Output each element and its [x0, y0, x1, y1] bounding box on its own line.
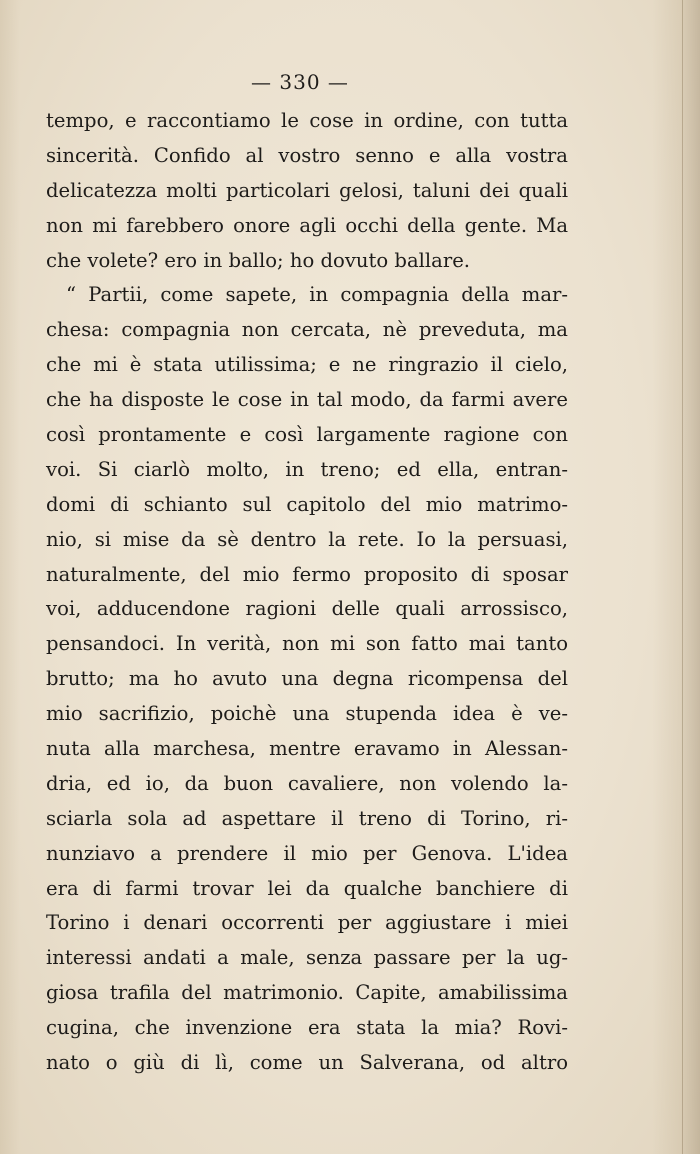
text-line: domi di schianto sul capitolo del mio matrimo-: [46, 492, 568, 516]
text-line: pensandoci. In verità, non mi son fatto mai tanto: [46, 632, 568, 656]
text-line: brutto; ma ho avuto una degna ricompensa del: [46, 667, 568, 691]
text-line: dria, ed io, da buon cavaliere, non volendo la-: [46, 771, 568, 795]
text-line: voi, adducendone ragioni delle quali arrossisco,: [46, 597, 568, 621]
text-line: voi. Si ciarlò molto, in treno; ed ella, entran-: [46, 457, 568, 481]
text-line: nio, si mise da sè dentro la rete. Io la persuasi,: [46, 527, 568, 551]
text-line: tempo, e raccontiamo le cose in ordine, con tutta: [46, 109, 568, 132]
text-line: mio sacrifizio, poichè una stupenda idea è ve-: [46, 702, 568, 726]
text-line: naturalmente, del mio fermo proposito di sposar: [46, 562, 568, 586]
text-line: che ha disposte le cose in tal modo, da farmi avere: [46, 388, 568, 412]
text-line: non mi farebbero onore agli occhi della gente. Ma: [46, 213, 568, 237]
text-line: nunziavo a prendere il mio per Genova. L'idea: [46, 841, 568, 865]
page-fold-line: [682, 0, 683, 1154]
text-line: era di farmi trovar lei da qualche banchiere di: [46, 876, 568, 900]
text-line: Torino i denari occorrenti per aggiustare i miei: [46, 911, 568, 935]
page-number: — 330 —: [251, 70, 349, 94]
text-line: chesa: compagnia non cercata, nè preveduta, ma: [46, 318, 568, 342]
text-line: nuta alla marchesa, mentre eravamo in Alessan-: [46, 737, 568, 761]
text-line: sincerità. Confido al vostro senno e alla vostra: [46, 143, 568, 167]
text-line: giosa trafila del matrimonio. Capite, amabilissima: [46, 981, 568, 1005]
page-right-shadow: [652, 0, 700, 1154]
text-line: che volete? ero in ballo; ho dovuto ballare.: [46, 248, 471, 272]
text-line: nato o giù di lì, come un Salverana, od altro: [46, 1051, 568, 1075]
text-line: “ Partii, come sapete, in compagnia della mar-: [66, 283, 568, 307]
text-line: sciarla sola ad aspettare il treno di Torino, ri-: [46, 806, 568, 830]
text-line: interessi andati a male, senza passare per la ug-: [46, 946, 568, 970]
body-text: [46, 104, 568, 1081]
page-left-shadow: [0, 0, 20, 1154]
text-line: delicatezza molti particolari gelosi, taluni dei quali: [46, 178, 568, 202]
text-line: che mi è stata utilissima; e ne ringrazio il cielo,: [46, 353, 568, 377]
text-line: cugina, che invenzione era stata la mia? Rovi-: [46, 1016, 568, 1040]
text-line: così prontamente e così largamente ragione con: [46, 423, 568, 447]
